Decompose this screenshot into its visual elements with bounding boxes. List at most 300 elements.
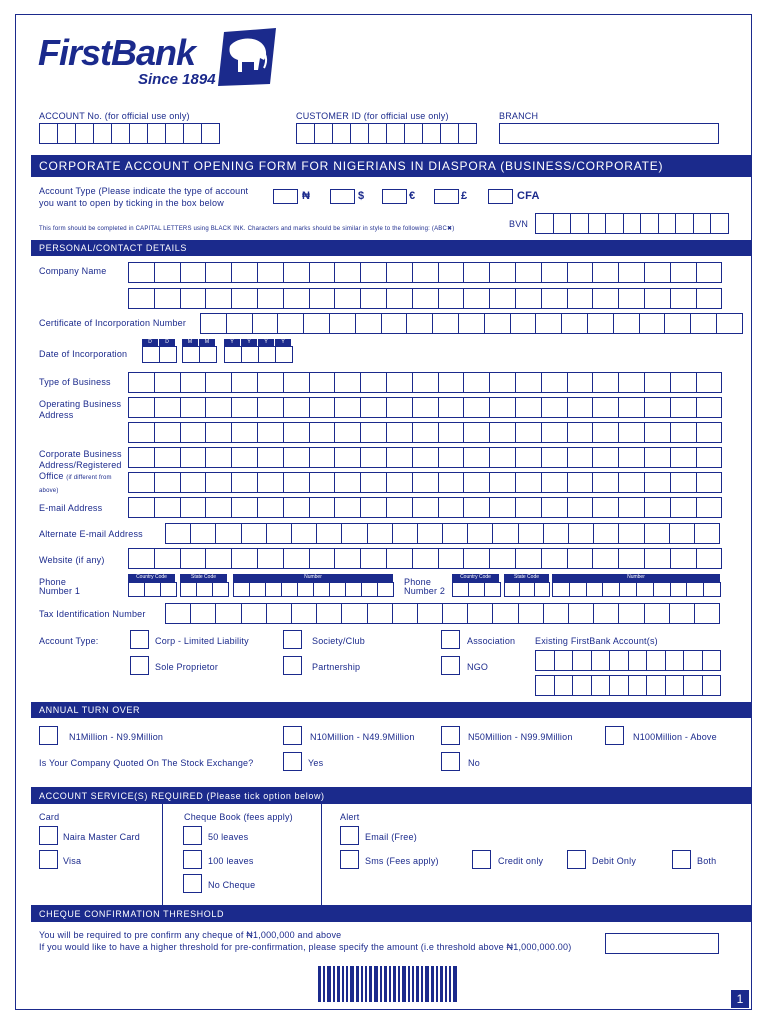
char-box[interactable] bbox=[696, 397, 723, 418]
char-box[interactable] bbox=[144, 582, 161, 597]
char-box[interactable] bbox=[670, 472, 697, 493]
char-box[interactable] bbox=[180, 497, 207, 518]
char-box[interactable] bbox=[200, 313, 227, 334]
char-box[interactable] bbox=[386, 447, 413, 468]
char-box[interactable] bbox=[283, 422, 310, 443]
char-box[interactable] bbox=[438, 397, 465, 418]
char-box[interactable] bbox=[160, 582, 177, 597]
char-box[interactable] bbox=[205, 262, 232, 283]
no-cheque-checkbox[interactable] bbox=[183, 874, 202, 893]
char-box[interactable] bbox=[670, 548, 697, 569]
char-box[interactable] bbox=[39, 123, 58, 144]
char-box[interactable] bbox=[367, 523, 393, 544]
char-box[interactable] bbox=[309, 397, 336, 418]
char-box[interactable] bbox=[541, 288, 568, 309]
char-box[interactable] bbox=[314, 123, 333, 144]
char-box[interactable] bbox=[417, 523, 443, 544]
char-box[interactable] bbox=[570, 213, 589, 234]
debit-only-checkbox[interactable] bbox=[567, 850, 586, 869]
char-box[interactable] bbox=[696, 262, 723, 283]
char-box[interactable] bbox=[644, 497, 671, 518]
char-box[interactable] bbox=[128, 422, 155, 443]
char-box[interactable] bbox=[283, 397, 310, 418]
char-box[interactable] bbox=[567, 288, 594, 309]
char-box[interactable] bbox=[644, 447, 671, 468]
char-box[interactable] bbox=[205, 447, 232, 468]
char-box[interactable] bbox=[154, 372, 181, 393]
existing-account-boxes-2[interactable] bbox=[535, 675, 720, 696]
char-box[interactable] bbox=[518, 523, 544, 544]
char-box[interactable] bbox=[646, 650, 666, 671]
char-box[interactable] bbox=[458, 313, 485, 334]
char-box[interactable] bbox=[257, 422, 284, 443]
char-box[interactable] bbox=[266, 603, 292, 624]
char-box[interactable] bbox=[646, 675, 666, 696]
char-box[interactable] bbox=[334, 262, 361, 283]
char-box[interactable] bbox=[404, 123, 423, 144]
char-box[interactable] bbox=[128, 262, 155, 283]
char-box[interactable] bbox=[297, 582, 314, 597]
char-box[interactable] bbox=[567, 447, 594, 468]
char-box[interactable] bbox=[541, 447, 568, 468]
char-box[interactable] bbox=[515, 288, 542, 309]
char-box[interactable] bbox=[128, 472, 155, 493]
char-box[interactable] bbox=[541, 472, 568, 493]
char-box[interactable] bbox=[341, 603, 367, 624]
char-box[interactable] bbox=[257, 497, 284, 518]
char-box[interactable] bbox=[658, 213, 677, 234]
char-box[interactable] bbox=[283, 497, 310, 518]
char-box[interactable] bbox=[183, 123, 202, 144]
char-box[interactable] bbox=[412, 548, 439, 569]
char-box[interactable] bbox=[644, 548, 671, 569]
char-box[interactable] bbox=[554, 675, 574, 696]
char-box[interactable] bbox=[180, 548, 207, 569]
char-box[interactable] bbox=[283, 262, 310, 283]
char-box[interactable] bbox=[438, 288, 465, 309]
phone2-state-boxes[interactable] bbox=[504, 582, 549, 597]
char-box[interactable] bbox=[252, 313, 279, 334]
char-box[interactable] bbox=[644, 288, 671, 309]
char-box[interactable] bbox=[515, 422, 542, 443]
char-box[interactable] bbox=[618, 603, 644, 624]
char-box[interactable] bbox=[406, 313, 433, 334]
operating-address-boxes-2[interactable] bbox=[128, 422, 721, 443]
sms-alert-checkbox[interactable] bbox=[340, 850, 359, 869]
char-box[interactable] bbox=[592, 288, 619, 309]
char-box[interactable] bbox=[417, 603, 443, 624]
char-box[interactable] bbox=[703, 582, 721, 597]
char-box[interactable] bbox=[541, 372, 568, 393]
char-box[interactable] bbox=[613, 313, 640, 334]
char-box[interactable] bbox=[463, 262, 490, 283]
char-box[interactable] bbox=[334, 397, 361, 418]
date-cell[interactable] bbox=[199, 346, 217, 363]
char-box[interactable] bbox=[568, 523, 594, 544]
char-box[interactable] bbox=[552, 582, 570, 597]
char-box[interactable] bbox=[696, 447, 723, 468]
turnover-1-checkbox[interactable] bbox=[39, 726, 58, 745]
char-box[interactable] bbox=[190, 603, 216, 624]
char-box[interactable] bbox=[602, 582, 620, 597]
sole-proprietor-checkbox[interactable] bbox=[130, 656, 149, 675]
tin-boxes[interactable] bbox=[165, 603, 719, 624]
char-box[interactable] bbox=[283, 472, 310, 493]
char-box[interactable] bbox=[591, 675, 611, 696]
char-box[interactable] bbox=[567, 422, 594, 443]
char-box[interactable] bbox=[669, 603, 695, 624]
char-box[interactable] bbox=[241, 603, 267, 624]
char-box[interactable] bbox=[561, 313, 588, 334]
date-cell[interactable] bbox=[182, 346, 200, 363]
char-box[interactable] bbox=[180, 422, 207, 443]
char-box[interactable] bbox=[489, 372, 516, 393]
char-box[interactable] bbox=[554, 650, 574, 671]
phone1-country-boxes[interactable] bbox=[128, 582, 176, 597]
char-box[interactable] bbox=[360, 497, 387, 518]
char-box[interactable] bbox=[75, 123, 94, 144]
char-box[interactable] bbox=[309, 422, 336, 443]
char-box[interactable] bbox=[492, 523, 518, 544]
char-box[interactable] bbox=[665, 650, 685, 671]
email-boxes[interactable] bbox=[128, 497, 721, 518]
char-box[interactable] bbox=[670, 372, 697, 393]
char-box[interactable] bbox=[623, 213, 642, 234]
char-box[interactable] bbox=[438, 548, 465, 569]
char-box[interactable] bbox=[567, 472, 594, 493]
char-box[interactable] bbox=[463, 288, 490, 309]
char-box[interactable] bbox=[690, 313, 717, 334]
customer-id-boxes[interactable] bbox=[296, 123, 476, 144]
char-box[interactable] bbox=[128, 548, 155, 569]
char-box[interactable] bbox=[592, 472, 619, 493]
char-box[interactable] bbox=[180, 288, 207, 309]
char-box[interactable] bbox=[587, 313, 614, 334]
char-box[interactable] bbox=[592, 422, 619, 443]
char-box[interactable] bbox=[93, 123, 112, 144]
char-box[interactable] bbox=[215, 523, 241, 544]
char-box[interactable] bbox=[592, 397, 619, 418]
char-box[interactable] bbox=[309, 262, 336, 283]
char-box[interactable] bbox=[670, 497, 697, 518]
char-box[interactable] bbox=[257, 262, 284, 283]
char-box[interactable] bbox=[360, 372, 387, 393]
char-box[interactable] bbox=[154, 288, 181, 309]
char-box[interactable] bbox=[696, 288, 723, 309]
char-box[interactable] bbox=[515, 472, 542, 493]
char-box[interactable] bbox=[368, 123, 387, 144]
company-name-boxes-2[interactable] bbox=[128, 288, 721, 309]
char-box[interactable] bbox=[628, 650, 648, 671]
char-box[interactable] bbox=[226, 313, 253, 334]
char-box[interactable] bbox=[313, 582, 330, 597]
stock-no-checkbox[interactable] bbox=[441, 752, 460, 771]
char-box[interactable] bbox=[165, 123, 184, 144]
char-box[interactable] bbox=[291, 603, 317, 624]
char-box[interactable] bbox=[592, 372, 619, 393]
char-box[interactable] bbox=[694, 523, 720, 544]
char-box[interactable] bbox=[283, 447, 310, 468]
email-alert-checkbox[interactable] bbox=[340, 826, 359, 845]
char-box[interactable] bbox=[386, 372, 413, 393]
char-box[interactable] bbox=[541, 422, 568, 443]
char-box[interactable] bbox=[510, 313, 537, 334]
char-box[interactable] bbox=[618, 523, 644, 544]
char-box[interactable] bbox=[412, 472, 439, 493]
char-box[interactable] bbox=[442, 523, 468, 544]
char-box[interactable] bbox=[484, 313, 511, 334]
char-box[interactable] bbox=[644, 422, 671, 443]
char-box[interactable] bbox=[334, 447, 361, 468]
char-box[interactable] bbox=[702, 650, 722, 671]
corp-ltd-checkbox[interactable] bbox=[130, 630, 149, 649]
char-box[interactable] bbox=[618, 422, 645, 443]
char-box[interactable] bbox=[484, 582, 501, 597]
char-box[interactable] bbox=[129, 123, 148, 144]
char-box[interactable] bbox=[412, 372, 439, 393]
branch-input[interactable] bbox=[499, 123, 719, 144]
char-box[interactable] bbox=[377, 582, 394, 597]
char-box[interactable] bbox=[360, 422, 387, 443]
char-box[interactable] bbox=[438, 497, 465, 518]
both-checkbox[interactable] bbox=[672, 850, 691, 869]
date-cell[interactable] bbox=[142, 346, 160, 363]
char-box[interactable] bbox=[569, 582, 587, 597]
char-box[interactable] bbox=[438, 262, 465, 283]
char-box[interactable] bbox=[257, 397, 284, 418]
char-box[interactable] bbox=[670, 288, 697, 309]
char-box[interactable] bbox=[334, 497, 361, 518]
euro-checkbox[interactable] bbox=[382, 189, 407, 204]
char-box[interactable] bbox=[696, 472, 723, 493]
char-box[interactable] bbox=[591, 650, 611, 671]
char-box[interactable] bbox=[458, 123, 477, 144]
char-box[interactable] bbox=[180, 372, 207, 393]
char-box[interactable] bbox=[618, 548, 645, 569]
char-box[interactable] bbox=[442, 603, 468, 624]
char-box[interactable] bbox=[567, 397, 594, 418]
char-box[interactable] bbox=[361, 582, 378, 597]
char-box[interactable] bbox=[231, 372, 258, 393]
char-box[interactable] bbox=[541, 262, 568, 283]
char-box[interactable] bbox=[572, 675, 592, 696]
char-box[interactable] bbox=[180, 447, 207, 468]
char-box[interactable] bbox=[392, 603, 418, 624]
char-box[interactable] bbox=[593, 603, 619, 624]
char-box[interactable] bbox=[283, 288, 310, 309]
char-box[interactable] bbox=[438, 447, 465, 468]
char-box[interactable] bbox=[463, 422, 490, 443]
char-box[interactable] bbox=[619, 582, 637, 597]
char-box[interactable] bbox=[670, 262, 697, 283]
char-box[interactable] bbox=[196, 582, 213, 597]
char-box[interactable] bbox=[412, 497, 439, 518]
char-box[interactable] bbox=[296, 123, 315, 144]
char-box[interactable] bbox=[452, 582, 469, 597]
char-box[interactable] bbox=[592, 497, 619, 518]
turnover-2-checkbox[interactable] bbox=[283, 726, 302, 745]
char-box[interactable] bbox=[489, 497, 516, 518]
char-box[interactable] bbox=[515, 497, 542, 518]
char-box[interactable] bbox=[201, 123, 220, 144]
char-box[interactable] bbox=[350, 123, 369, 144]
char-box[interactable] bbox=[360, 397, 387, 418]
date-cell[interactable] bbox=[258, 346, 276, 363]
char-box[interactable] bbox=[205, 288, 232, 309]
char-box[interactable] bbox=[316, 523, 342, 544]
char-box[interactable] bbox=[128, 447, 155, 468]
char-box[interactable] bbox=[467, 523, 493, 544]
char-box[interactable] bbox=[605, 213, 624, 234]
char-box[interactable] bbox=[696, 372, 723, 393]
phone2-country-boxes[interactable] bbox=[452, 582, 500, 597]
char-box[interactable] bbox=[392, 523, 418, 544]
char-box[interactable] bbox=[257, 447, 284, 468]
char-box[interactable] bbox=[489, 472, 516, 493]
char-box[interactable] bbox=[154, 548, 181, 569]
visa-checkbox[interactable] bbox=[39, 850, 58, 869]
char-box[interactable] bbox=[205, 497, 232, 518]
char-box[interactable] bbox=[128, 397, 155, 418]
char-box[interactable] bbox=[489, 548, 516, 569]
date-cell[interactable] bbox=[241, 346, 259, 363]
char-box[interactable] bbox=[283, 548, 310, 569]
char-box[interactable] bbox=[644, 397, 671, 418]
char-box[interactable] bbox=[386, 497, 413, 518]
char-box[interactable] bbox=[710, 213, 729, 234]
char-box[interactable] bbox=[412, 288, 439, 309]
char-box[interactable] bbox=[215, 603, 241, 624]
char-box[interactable] bbox=[618, 497, 645, 518]
char-box[interactable] bbox=[567, 548, 594, 569]
char-box[interactable] bbox=[489, 397, 516, 418]
char-box[interactable] bbox=[360, 288, 387, 309]
char-box[interactable] bbox=[205, 472, 232, 493]
ngo-checkbox[interactable] bbox=[441, 656, 460, 675]
type-business-boxes[interactable] bbox=[128, 372, 721, 393]
char-box[interactable] bbox=[180, 472, 207, 493]
char-box[interactable] bbox=[334, 548, 361, 569]
char-box[interactable] bbox=[128, 288, 155, 309]
char-box[interactable] bbox=[231, 262, 258, 283]
char-box[interactable] bbox=[386, 262, 413, 283]
cheque-100-checkbox[interactable] bbox=[183, 850, 202, 869]
char-box[interactable] bbox=[334, 372, 361, 393]
char-box[interactable] bbox=[334, 472, 361, 493]
char-box[interactable] bbox=[386, 422, 413, 443]
char-box[interactable] bbox=[345, 582, 362, 597]
char-box[interactable] bbox=[618, 397, 645, 418]
char-box[interactable] bbox=[515, 447, 542, 468]
char-box[interactable] bbox=[212, 582, 229, 597]
char-box[interactable] bbox=[670, 422, 697, 443]
char-box[interactable] bbox=[543, 603, 569, 624]
char-box[interactable] bbox=[644, 472, 671, 493]
char-box[interactable] bbox=[716, 313, 743, 334]
char-box[interactable] bbox=[438, 372, 465, 393]
operating-address-boxes-1[interactable] bbox=[128, 397, 721, 418]
char-box[interactable] bbox=[386, 397, 413, 418]
char-box[interactable] bbox=[180, 397, 207, 418]
char-box[interactable] bbox=[618, 472, 645, 493]
char-box[interactable] bbox=[154, 447, 181, 468]
char-box[interactable] bbox=[386, 123, 405, 144]
char-box[interactable] bbox=[360, 548, 387, 569]
char-box[interactable] bbox=[463, 447, 490, 468]
char-box[interactable] bbox=[572, 650, 592, 671]
threshold-amount-input[interactable] bbox=[605, 933, 719, 954]
credit-only-checkbox[interactable] bbox=[472, 850, 491, 869]
char-box[interactable] bbox=[463, 548, 490, 569]
char-box[interactable] bbox=[683, 650, 703, 671]
char-box[interactable] bbox=[303, 313, 330, 334]
association-checkbox[interactable] bbox=[441, 630, 460, 649]
char-box[interactable] bbox=[309, 372, 336, 393]
char-box[interactable] bbox=[205, 548, 232, 569]
char-box[interactable] bbox=[693, 213, 712, 234]
char-box[interactable] bbox=[586, 582, 604, 597]
date-cell[interactable] bbox=[159, 346, 177, 363]
char-box[interactable] bbox=[468, 582, 485, 597]
char-box[interactable] bbox=[57, 123, 76, 144]
char-box[interactable] bbox=[334, 422, 361, 443]
char-box[interactable] bbox=[147, 123, 166, 144]
char-box[interactable] bbox=[412, 262, 439, 283]
char-box[interactable] bbox=[541, 397, 568, 418]
char-box[interactable] bbox=[412, 447, 439, 468]
char-box[interactable] bbox=[515, 548, 542, 569]
char-box[interactable] bbox=[664, 313, 691, 334]
char-box[interactable] bbox=[386, 472, 413, 493]
char-box[interactable] bbox=[534, 582, 550, 597]
char-box[interactable] bbox=[535, 213, 554, 234]
char-box[interactable] bbox=[504, 582, 520, 597]
society-club-checkbox[interactable] bbox=[283, 630, 302, 649]
char-box[interactable] bbox=[463, 497, 490, 518]
char-box[interactable] bbox=[440, 123, 459, 144]
char-box[interactable] bbox=[567, 262, 594, 283]
char-box[interactable] bbox=[467, 603, 493, 624]
char-box[interactable] bbox=[489, 288, 516, 309]
char-box[interactable] bbox=[128, 497, 155, 518]
char-box[interactable] bbox=[281, 582, 298, 597]
char-box[interactable] bbox=[231, 288, 258, 309]
char-box[interactable] bbox=[694, 603, 720, 624]
char-box[interactable] bbox=[519, 582, 535, 597]
char-box[interactable] bbox=[492, 603, 518, 624]
cheque-50-checkbox[interactable] bbox=[183, 826, 202, 845]
char-box[interactable] bbox=[360, 447, 387, 468]
pound-checkbox[interactable] bbox=[434, 189, 459, 204]
char-box[interactable] bbox=[669, 523, 695, 544]
char-box[interactable] bbox=[386, 548, 413, 569]
char-box[interactable] bbox=[535, 675, 555, 696]
char-box[interactable] bbox=[165, 603, 191, 624]
char-box[interactable] bbox=[249, 582, 266, 597]
char-box[interactable] bbox=[360, 472, 387, 493]
char-box[interactable] bbox=[438, 472, 465, 493]
char-box[interactable] bbox=[128, 372, 155, 393]
char-box[interactable] bbox=[205, 372, 232, 393]
char-box[interactable] bbox=[653, 582, 671, 597]
char-box[interactable] bbox=[541, 548, 568, 569]
char-box[interactable] bbox=[154, 262, 181, 283]
bvn-boxes[interactable] bbox=[535, 213, 728, 234]
char-box[interactable] bbox=[309, 288, 336, 309]
partnership-checkbox[interactable] bbox=[283, 656, 302, 675]
char-box[interactable] bbox=[683, 675, 703, 696]
char-box[interactable] bbox=[309, 497, 336, 518]
